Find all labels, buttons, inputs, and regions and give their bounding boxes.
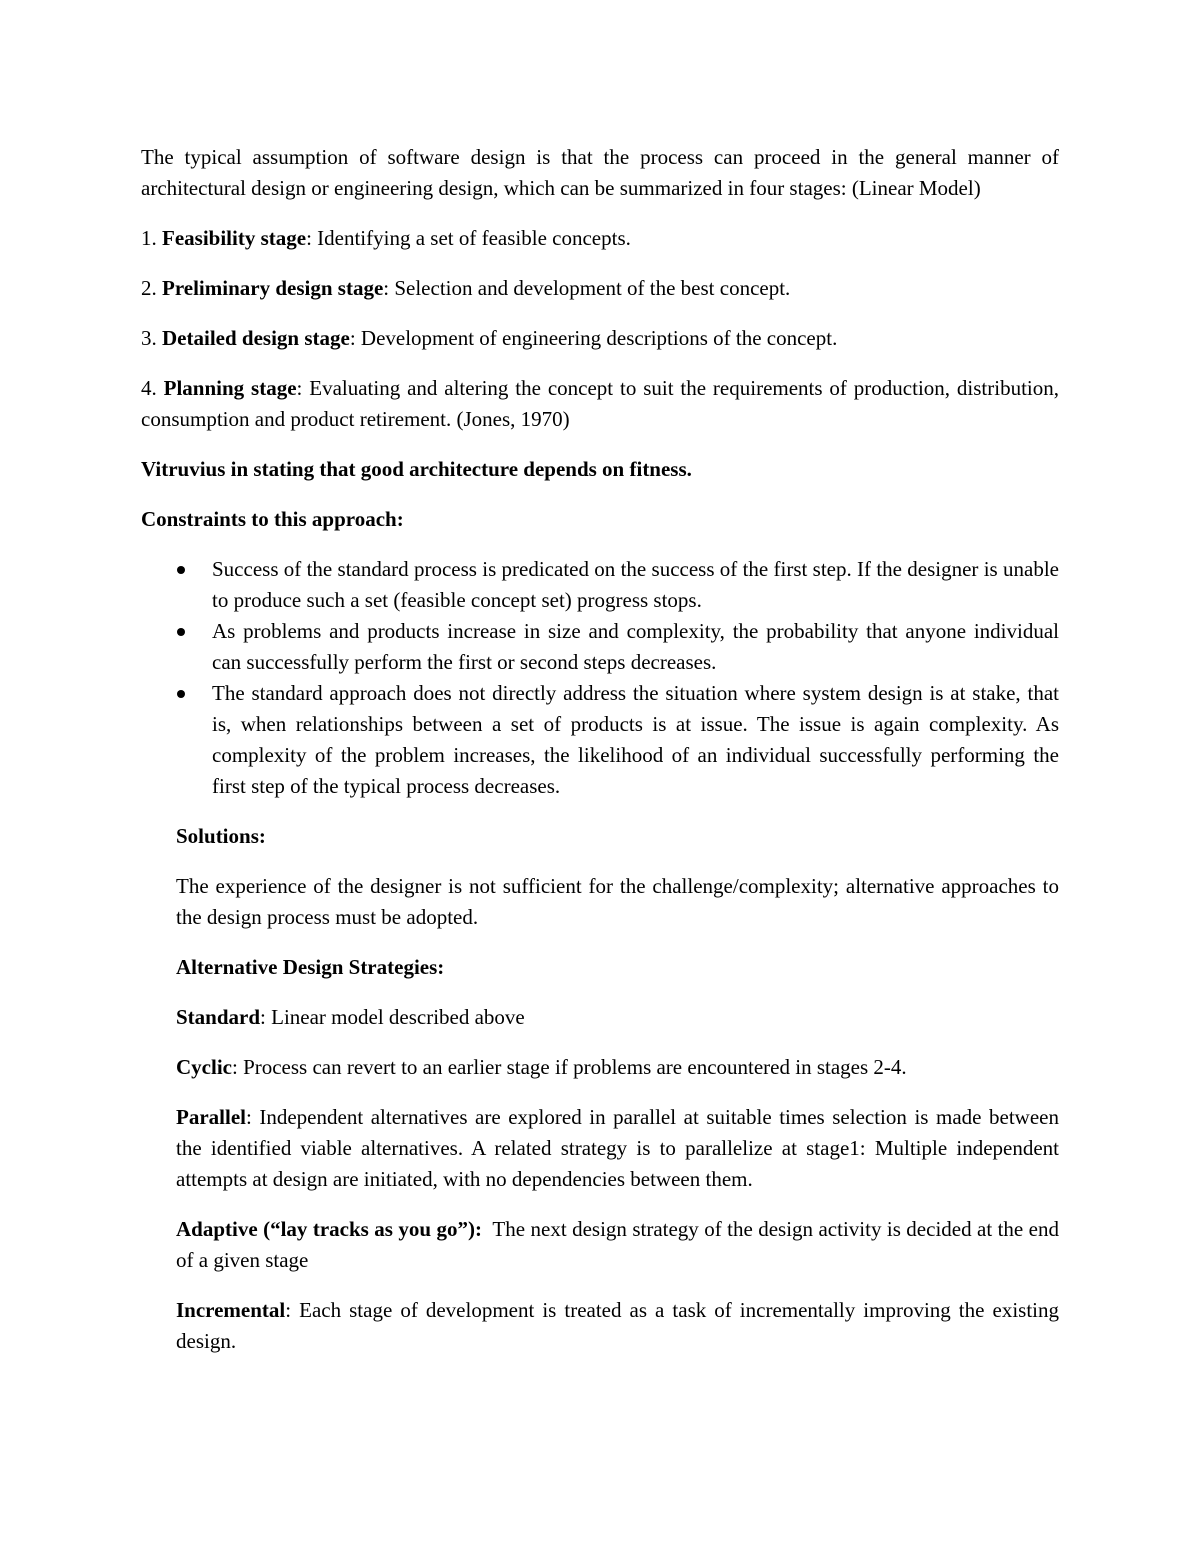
stage-number: 4.: [141, 376, 157, 400]
strategy-description: The next design strategy of the design activity is decided at the end of a given stage: [176, 1217, 1065, 1272]
stage-item: [141, 223, 1059, 254]
strategy-title: Standard: [176, 1005, 261, 1029]
bullet-icon: [177, 628, 185, 636]
list-item: [141, 616, 1059, 678]
stage-title: Feasibility stage: [162, 226, 307, 250]
solutions-paragraph: The experience of the designer is not sufficient for the challenge/complexity; alternative approaches to the design process must be adopted.: [176, 874, 1059, 929]
stage-title: Planning stage: [163, 376, 297, 400]
vitruvius-statement: Vitruvius in stating that good architecture depends on fitness.: [141, 457, 692, 481]
strategy-title: Incremental: [176, 1298, 286, 1322]
strategy-title: Adaptive (“lay tracks as you go”):: [176, 1217, 482, 1241]
list-item-text: Success of the standard process is predicated on the success of the first step. If the designer is unable to produce such a set (feasible concept set) progress stops.: [212, 557, 1059, 612]
solutions-heading: Solutions:: [176, 824, 266, 848]
constraints-list: [141, 554, 1059, 802]
strategy-description: : Process can revert to an earlier stage if problems are encountered in stages 2-4.: [231, 1055, 907, 1079]
stage-title: Detailed design stage: [162, 326, 350, 350]
list-item-text: As problems and products increase in size and complexity, the probability that anyone individual can successfully perform the first or second steps decreases.: [212, 619, 1059, 674]
solutions-section: [176, 821, 1065, 1357]
document-page: [141, 142, 1065, 1376]
strategies-heading: Alternative Design Strategies:: [176, 955, 445, 979]
stage-number: 3.: [141, 326, 157, 350]
stage-item: [141, 323, 1059, 354]
constraints-heading: Constraints to this approach:: [141, 507, 404, 531]
stage-description: : Selection and development of the best concept.: [383, 276, 791, 300]
bullet-icon: [177, 566, 185, 574]
stage-description: : Evaluating and altering the concept to suit the requirements of production, distribution, consumption and product retirement. (Jones, 1970): [141, 376, 1059, 431]
strategy-title: Cyclic: [176, 1055, 232, 1079]
list-item: [141, 554, 1059, 616]
strategy-title: Parallel: [176, 1105, 246, 1129]
strategy-item: [176, 1214, 1065, 1276]
stage-number: 1.: [141, 226, 157, 250]
strategy-description: : Independent alternatives are explored in parallel at suitable times selection is made between the identified viable alternatives. A related strategy is to parallelize at stage1: Multiple independent attempts at design are initiated, with no dependencies between them.: [176, 1105, 1059, 1191]
strategy-item: [176, 1295, 1059, 1357]
strategy-description: : Each stage of development is treated as a task of incrementally improving the existing design.: [176, 1298, 1059, 1353]
strategy-item: [176, 1052, 1059, 1083]
strategy-item: [176, 1002, 1059, 1033]
list-item: [141, 678, 1059, 802]
stage-description: : Development of engineering descriptions of the concept.: [349, 326, 838, 350]
strategy-item: [176, 1102, 1059, 1195]
stage-item: [141, 373, 1059, 435]
stage-description: : Identifying a set of feasible concepts.: [306, 226, 631, 250]
strategy-description: : Linear model described above: [260, 1005, 525, 1029]
stage-number: 2.: [141, 276, 157, 300]
list-item-text: The standard approach does not directly address the situation where system design is at stake, that is, when relationships between a set of products is at issue. The issue is again complexity. As complexity of the problem increases, the likelihood of an individual successfully performing the first step of the typical process decreases.: [212, 681, 1059, 798]
stage-title: Preliminary design stage: [162, 276, 384, 300]
intro-paragraph: The typical assumption of software design is that the process can proceed in the general manner of architectural design or engineering design, which can be summarized in four stages: (Linear Model): [141, 145, 1059, 200]
stage-item: [141, 273, 1059, 304]
bullet-icon: [177, 690, 185, 698]
